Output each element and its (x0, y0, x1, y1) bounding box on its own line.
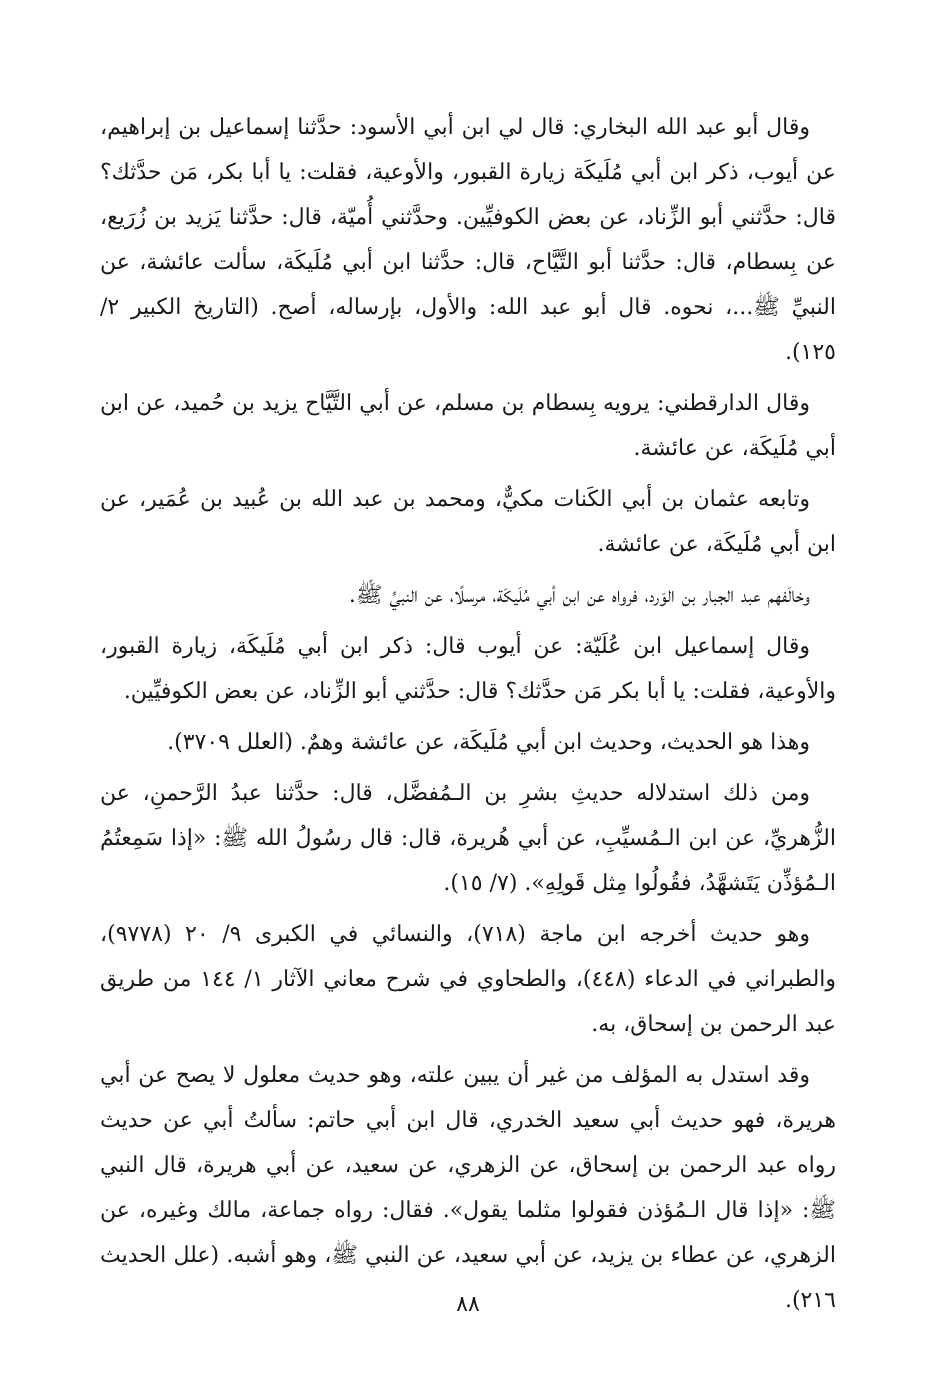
paragraph-daraqutni: وقال الدارقطني: يرويه بِسطام بن مسلم، عن أبي التَّيَّاح يزيد بن حُميد، عن ابن أبي مُلَيكَة، عن عائشة. (100, 391, 836, 461)
paragraph-takhrij: وهو حديث أخرجه ابن ماجة (٧١٨)، والنسائي في الكبرى ٩/ ٢٠ (٩٧٧٨)، والطبراني في الدعاء (٤٤٨)، والطحاوي في شرح معاني الآثار ١/ ١٤٤ من طريق عبد الرحمن بن إسحاق، به. (100, 922, 837, 1037)
paragraph-ibn-ulayya: وقال إسماعيل ابن عُلَيّة: عن أيوب قال: ذكر ابن أبي مُلَيكَة، زيارة القبور، والأوعية، فقلت: يا أبا بكر مَن حدَّثك؟ قال: حدَّثني أبو الزِّناد، عن بعض الكوفيِّين. (100, 634, 836, 704)
paragraph-illa: وقد استدل به المؤلف من غير أن يبين علته، وهو حديث معلول لا يصح عن أبي هريرة، فهو حديث أبي سعيد الخدري، قال ابن أبي حاتم: سألتُ أبي عن حديث رواه عبد الرحمن بن إسحاق، عن الزهري، عن سعيد، عن أبي هريرة، قال النبي ﷺ: «إذا قال الـمُؤذن فقولوا مثلما يقول». فقال: رواه جماعة، مالك وغيره، عن الزهري، عن عطاء بن يزيد، عن أبي سعيد، عن النبي ﷺ، وهو أشبه. (علل الحديث ٢١٦). (100, 1063, 836, 1313)
paragraph-tabaahu: وتابعه عثمان بن أبي الكَنات مكيٌّ، ومحمد بن عبد الله بن عُبيد بن عُمَير، عن ابن أبي مُلَيكَة، عن عائشة. (100, 487, 836, 557)
page-body (100, 105, 836, 1329)
paragraph-bukhari-quote: وقال أبو عبد الله البخاري: قال لي ابن أبي الأسود: حدَّثنا إسماعيل بن إبراهيم، عن أيوب، ذكر ابن أبي مُلَيكَة زيارة القبور، والأوعية، فقلت: يا أبا بكر، مَن حدَّثك؟ قال: حدَّثني أبو الزِّناد، عن بعض الكوفيِّين. وحدَّثني أُميّة، قال: حدَّثنا يَزيد بن زُرَيع، عن بِسطام، قال: حدَّثنا أبو التَّيَّاح، قال: حدَّثنا ابن أبي مُلَيكَة، سألت عائشة، عن النبيِّ ﷺ...، نحوه. قال أبو عبد الله: والأول، بإرساله، أصح. (التاريخ الكبير ٢/ ١٢٥). (100, 115, 836, 365)
page-number: ٨٨ (456, 1292, 480, 1317)
paragraph-istidlal: ومن ذلك استدلاله حديثِ بشرِ بن الـمُفضَّل، قال: حدَّثنا عبدُ الرَّحمنِ، عن الزُّهريِّ، عن ابن الـمُسيِّبِ، عن أبي هُريرة، قال: قال رسُولُ الله ﷺ: «إذا سَمِعتُمُ الـمُؤذِّن يَتَشهَّدُ، فقُولُوا مِثل قَولِهِ». (٧/ ١٥). (100, 781, 836, 896)
paragraph-conclusion: وهذا هو الحديث، وحديث ابن أبي مُلَيكَة، عن عائشة وهمٌ. (العلل ٣٧٠٩). (167, 730, 810, 755)
paragraph-khalafahum: وخالَفهم عبد الجبار بن الوَرد، فرواه عن ابن أبي مُلَيكَة، مرسلًا، عن النبيِّ ﷺ. (348, 583, 810, 608)
